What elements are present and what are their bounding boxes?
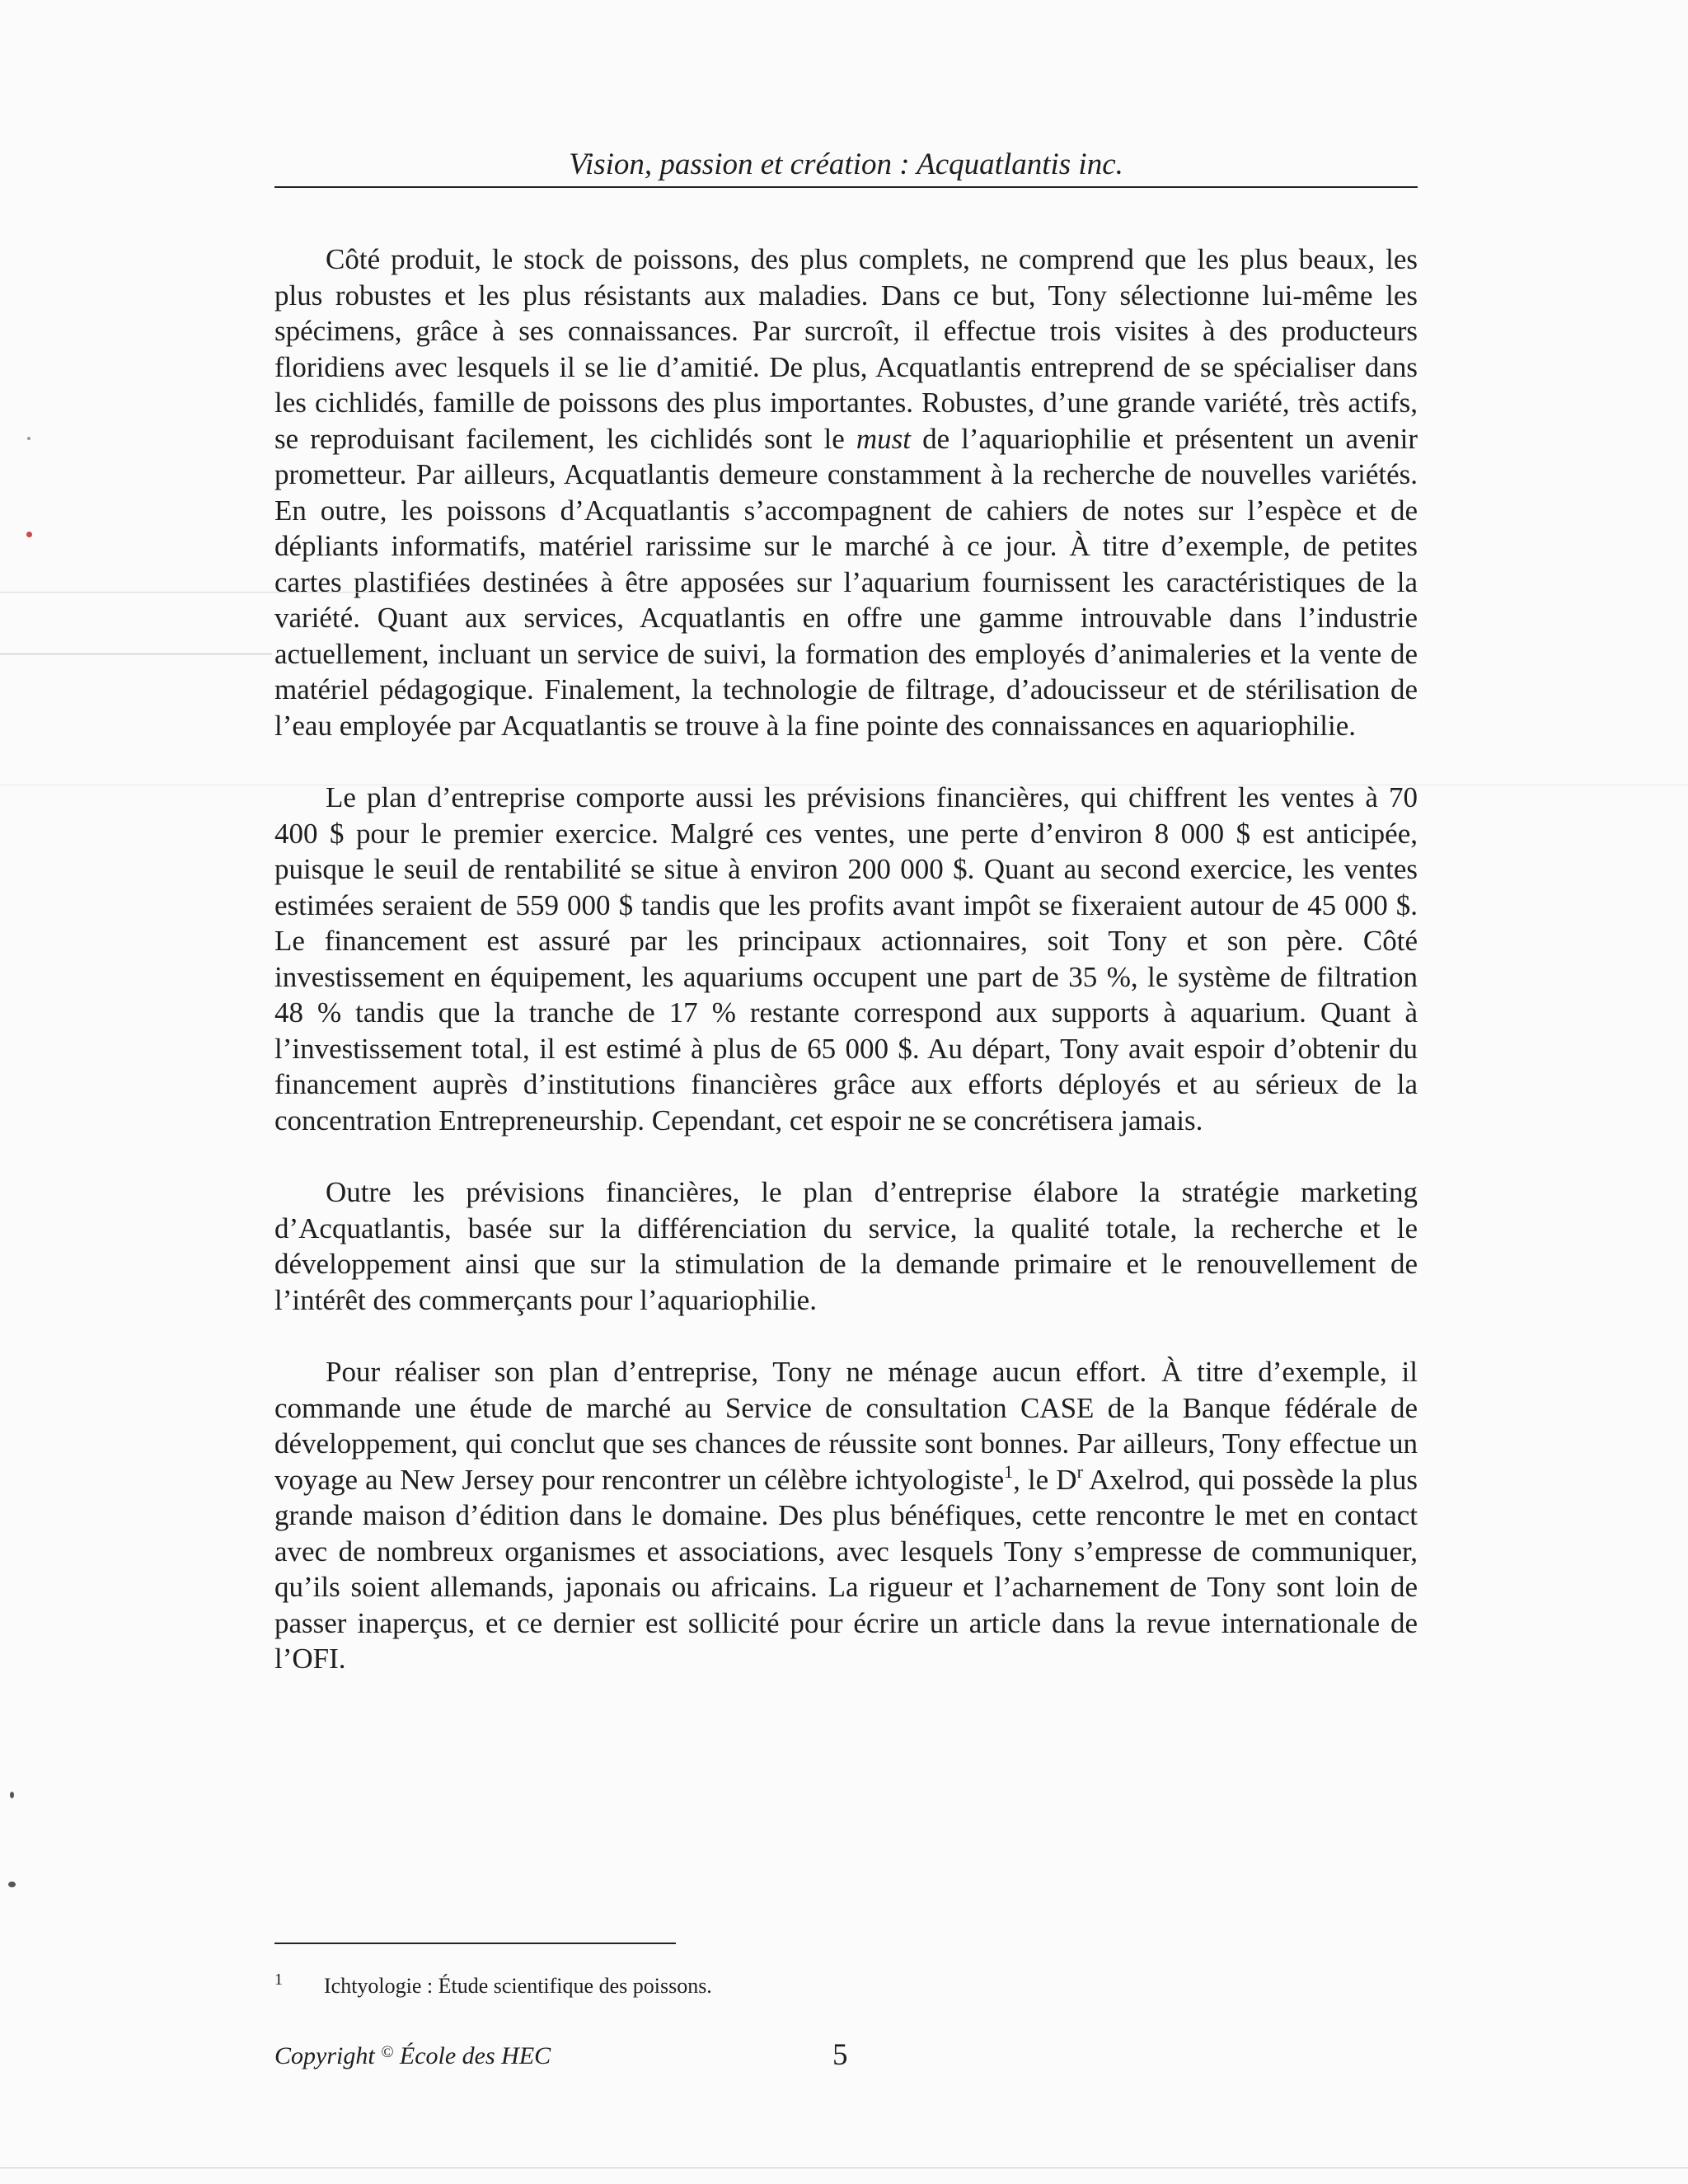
footnote-rule [274, 1943, 676, 1944]
paragraph-1-start: Côté produit, le stock de poissons, des plus complets, ne comprend que les plus beaux, les plus robustes et les plus résistants aux maladies. Dans ce but, Tony sélectionne lui-même les spécimens, grâce à ses connaissances. Par surcroît, il effectue trois visites à des producteurs floridiens avec lesquels il se lie d’amitié. De plus, Acquatlantis entreprend de se spécialiser dans les cichlidés, famille de poissons des plus importantes. Robustes, d’une grande variété, très actifs, se reproduisant facilement, les cichlidés sont le [274, 243, 1418, 455]
paragraph-4-start: Pour réaliser son plan d’entreprise, Tony ne ménage aucun effort. À titre d’exemple, il commande une étude de marché au Service de consultation CASE de la Banque fédérale de développement, qui conclut que ses chances de réussite sont bonnes. Par ailleurs, Tony effectue un voyage au New Jersey pour rencontrer un célèbre ichtyologiste [274, 1356, 1418, 1496]
copyright-prefix: Copyright [274, 2042, 382, 2069]
scan-speck [26, 532, 32, 537]
footnote-reference: 1 [1004, 1460, 1014, 1482]
paragraph-4-end: Axelrod, qui possède la plus grande maison d’édition dans le domaine. Des plus bénéfiques, cette rencontre le met en contact avec de nombreux organismes et associations, avec lesquels Tony s’empresse de communiquer, qu’ils soient allemands, japonais ou africains. La rigueur et l’acharnement de Tony sont loin de passer inaperçus, et ce dernier est sollicité pour écrire un article dans la revue internationale de l’OFI. [274, 1463, 1418, 1675]
scan-speck [10, 1792, 14, 1798]
paragraph-1-end: de l’aquariophilie et présentent un avenir prometteur. Par ailleurs, Acquatlantis demeure constamment à la recherche de nouvelles variétés. En outre, les poissons d’Acquatlantis s’accompagnent de cahiers de notes sur l’espèce et de dépliants informatifs, matériel rarissime sur le marché à ce jour. À titre d’exemple, de petites cartes plastifiées destinées à être apposées sur l’aquarium fournissent les caractéristiques de la variété. Quant aux services, Acquatlantis en offre une gamme introuvable dans l’industrie actuellement, incluant un service de suivi, la formation des employés d’animaleries et la vente de matériel pédagogique. Finalement, la technologie de filtrage, d’adoucisseur et de stérilisation de l’eau employée par Acquatlantis se trouve à la fine pointe des connaissances en aquariophilie. [274, 422, 1418, 742]
header-rule [274, 186, 1418, 188]
body-text [274, 241, 1418, 1713]
paragraph-3: Outre les prévisions financières, le plan d’entreprise élabore la stratégie marketing d’Acquatlantis, basée sur la différenciation du service, la qualité totale, la recherche et le développement ainsi que sur la stimulation de la demande primaire et le renouvellement de l’intérêt des commerçants pour l’aquariophilie. [274, 1176, 1418, 1316]
scan-artifact-line [0, 592, 462, 593]
scan-speck [8, 1882, 16, 1887]
paragraph-4 [274, 1354, 1418, 1677]
copyright-suffix: École des HEC [393, 2042, 551, 2069]
footnote-number: 1 [274, 1971, 283, 1989]
paragraph-2: Le plan d’entreprise comporte aussi les prévisions financières, qui chiffrent les ventes à 70 400 $ pour le premier exercice. Malgré ces ventes, une perte d’environ 8 000 $ est anticipée, puisque le seuil de rentabilité se situe à environ 200 000 $. Quant au second exercice, les ventes estimées seraient de 559 000 $ tandis que les profits avant impôt se fixeraient autour de 45 000 $. Le financement est assuré par les principaux actionnaires, soit Tony et son père. Côté investissement en équipement, les aquariums occupent une part de 35 %, le système de filtration 48 % tandis que la tranche de 17 % restante correspond aux supports à aquarium. Quant à l’investissement total, il est estimé à plus de 65 000 $. Au départ, Tony avait espoir d’obtenir du financement auprès d’institutions financières grâce aux efforts déployés et au sérieux de la concentration Entrepreneurship. Cependant, cet espoir ne se concrétisera jamais. [274, 781, 1418, 1137]
running-header: Vision, passion et création : Acquatlantis inc. [569, 148, 1123, 181]
paragraph-4-mid: , le D [1013, 1463, 1077, 1496]
page-number: 5 [832, 2038, 848, 2072]
scan-speck [27, 437, 30, 440]
doctor-abbrev-superscript: r [1076, 1460, 1083, 1482]
copyright-notice [274, 2042, 551, 2070]
copyright-symbol: © [381, 2043, 394, 2061]
paragraph-1 [274, 241, 1418, 743]
emphasis-must: must [856, 422, 911, 455]
footnote-text: Ichtyologie : Étude scientifique des poissons. [324, 1974, 712, 1998]
